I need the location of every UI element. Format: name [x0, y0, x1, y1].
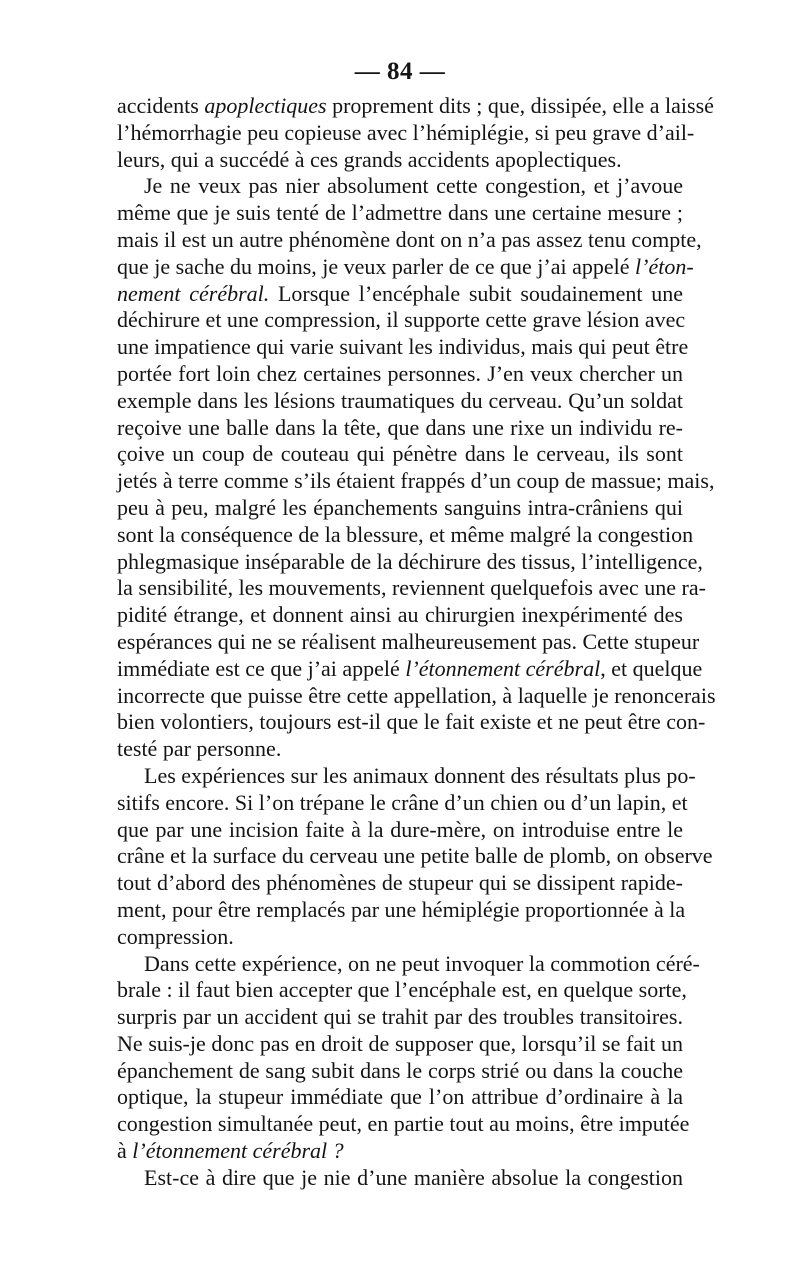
text-line [117, 415, 683, 442]
text-line [117, 495, 683, 522]
text-line [117, 709, 706, 736]
text-segment: sitifs encore. Si l’on trépane le crâne d’un chien ou d’un lapin, et [117, 789, 688, 815]
text-line [117, 817, 683, 844]
text-line [117, 736, 683, 763]
text-segment: la sensibilité, les mouvements, reviennent quelquefois avec une ra- [117, 575, 706, 601]
text-segment: tout d’abord des phénomènes de stupeur qui se dissipent rapide- [117, 870, 683, 896]
text-line [117, 575, 706, 602]
text-segment: phlegmasique inséparable de la déchirure des tissus, l’intelligence, [117, 548, 703, 574]
text-segment: bien volontiers, toujours est-il que le fait existe et ne peut être con- [117, 709, 706, 735]
text-line [117, 1031, 683, 1058]
text-line [117, 843, 713, 870]
text-line [117, 307, 686, 334]
text-line [117, 977, 687, 1004]
text-line [117, 896, 686, 924]
text-line [117, 1111, 690, 1138]
text-segment: Je ne veux pas nier absolument cette congestion, et j’avoue [144, 173, 683, 199]
text-segment: à [117, 1138, 133, 1164]
text-line [117, 950, 700, 978]
text-segment: une impatience qui varie suivant les individus, mais qui peut être [117, 334, 689, 360]
text-segment: que je sache du moins, je veux parler de ce que j’ai appelé [117, 253, 635, 279]
text-line [117, 655, 703, 683]
text-line [117, 200, 683, 227]
text-line [117, 281, 683, 308]
text-segment: Lorsque l’encéphale subit soudainement une [269, 280, 683, 306]
text-line [117, 870, 683, 897]
text-segment: portée fort loin chez certaines personnes. J’en veux chercher un [117, 360, 683, 386]
text-line [117, 147, 683, 174]
text-segment: peu à peu, malgré les épanchements sanguins intra-crâniens qui [117, 494, 683, 520]
paragraph [117, 950, 700, 1165]
text-line [117, 1084, 683, 1111]
text-segment: crâne et la surface du cerveau une petite balle de plomb, on observe [117, 843, 713, 869]
text-line [117, 253, 694, 281]
text-segment: sont la conséquence de la blessure, et même malgré la congestion [117, 521, 694, 547]
text-segment: Les expériences sur les animaux donnent des résultats plus po- [144, 762, 696, 788]
paragraph [117, 762, 713, 951]
text-segment: espérances qui ne se réalisent malheureusement pas. Cette stupeur [117, 628, 700, 654]
text-segment: optique, la stupeur immédiate que l’on attribue d’ordinaire à la [117, 1084, 683, 1110]
text-line [117, 762, 696, 790]
text-line [117, 1138, 683, 1165]
italic-text: l’éton- [635, 253, 694, 279]
text-line [117, 521, 694, 549]
text-segment: jetés à terre comme s’ils étaient frappés d’un coup de massue; mais, [117, 468, 715, 494]
text-segment: compression. [117, 923, 234, 949]
paragraph [117, 93, 714, 173]
text-segment: , et quelque [600, 655, 703, 681]
text-line [117, 119, 695, 147]
text-segment: même que je suis tenté de l’admettre dans une certaine mesure ; [117, 200, 683, 226]
text-line [117, 1165, 683, 1192]
text-line [117, 789, 688, 817]
text-line [117, 1004, 683, 1031]
text-line [117, 1058, 683, 1085]
text-line [117, 628, 700, 656]
text-segment: congestion simultanée peut, en partie tout au moins, être imputée [117, 1111, 690, 1137]
text-segment: Est-ce à dire que je nie d’une manière absolue la congestion [144, 1164, 683, 1190]
text-line [117, 602, 683, 629]
text-segment: immédiate est ce que j’ai appelé [117, 655, 406, 681]
paragraph [117, 1165, 683, 1192]
text-segment: que par une incision faite à la dure-mère, on introduise entre le [117, 816, 683, 842]
italic-text: l’étonnement cérébral [405, 655, 601, 681]
text-segment: Ne suis-je donc pas en droit de supposer que, lorsqu’il se fait un [117, 1030, 683, 1056]
text-segment: ment, pour être remplacés par une hémiplégie proportionnée à la [117, 896, 686, 922]
text-segment: Dans cette expérience, on ne peut invoquer la commotion céré- [144, 950, 700, 976]
text-line [117, 548, 703, 576]
text-segment: déchirure et une compression, il supporte cette grave lésion avec [117, 307, 686, 333]
text-line [117, 173, 683, 200]
text-line [117, 361, 683, 388]
text-segment: testé par personne. [117, 736, 282, 762]
text-line [117, 388, 683, 415]
text-segment: çoive un coup de couteau qui pénètre dans le cerveau, ils sont [117, 441, 683, 467]
text-line [117, 468, 715, 495]
text-segment: proprement dits ; que, dissipée, elle a laissé [326, 93, 714, 118]
text-segment: mais il est un autre phénomène dont on n’a pas assez tenu compte, [117, 226, 702, 252]
text-line [117, 441, 683, 468]
text-line [117, 93, 714, 120]
text-segment: brale : il faut bien accepter que l’encéphale est, en quelque sorte, [117, 977, 687, 1003]
text-segment: exemple dans les lésions traumatiques du cerveau. Qu’un soldat [117, 387, 683, 413]
text-segment: reçoive une balle dans la tête, que dans une rixe un individu re- [117, 414, 683, 440]
text-segment: leurs, qui a succédé à ces grands accidents apoplectiques. [117, 146, 622, 172]
text-line [117, 226, 702, 254]
italic-text: l’étonnement cérébral ? [132, 1138, 344, 1164]
text-segment: accidents [117, 93, 205, 118]
text-segment: épanchement de sang subit dans le corps strié ou dans la couche [117, 1057, 683, 1083]
italic-text: nement cérébral. [117, 280, 270, 306]
text-segment: surpris par un accident qui se trahit par des troubles transitoires. [117, 1004, 683, 1030]
text-line [117, 682, 716, 710]
text-segment: pidité étrange, et donnent ainsi au chirurgien inexpérimenté des [117, 602, 683, 628]
italic-text: apoplectiques [204, 93, 327, 118]
text-segment: l’hémorrhagie peu copieuse avec l’hémiplégie, si peu grave d’ail- [117, 119, 695, 145]
paragraph [117, 173, 716, 763]
page-number: — 84 — [354, 58, 446, 85]
text-line [117, 924, 683, 951]
body-text [117, 93, 716, 1192]
text-line [117, 334, 689, 361]
text-segment: incorrecte que puisse être cette appellation, à laquelle je renoncerais [117, 682, 716, 708]
